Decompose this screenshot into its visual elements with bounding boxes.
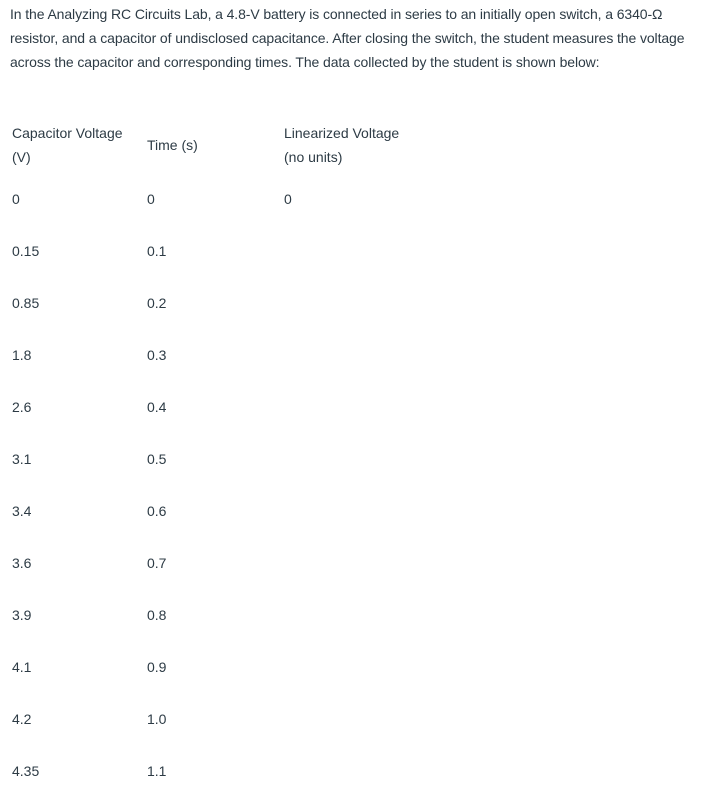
table-row	[4, 277, 452, 329]
time-cell: 0.1	[147, 243, 167, 259]
capacitor-voltage-cell: 4.35	[12, 763, 40, 779]
linearized-voltage-cell	[276, 693, 452, 745]
capacitor-voltage-cell: 3.4	[12, 503, 32, 519]
table-row	[4, 329, 452, 381]
header-text: (no units)	[284, 149, 343, 165]
capacitor-voltage-cell: 4.1	[12, 659, 32, 675]
capacitor-voltage-cell: 4.2	[12, 711, 32, 727]
time-cell: 0.2	[147, 295, 167, 311]
header-text: Linearized Voltage	[284, 125, 400, 141]
linearized-voltage-cell	[276, 225, 452, 277]
time-cell: 0.4	[147, 399, 167, 415]
linearized-voltage-cell	[276, 277, 452, 329]
linearized-voltage-cell	[276, 433, 452, 485]
table-row	[4, 485, 452, 537]
table-header-row	[4, 117, 452, 173]
linearized-voltage-cell	[276, 745, 452, 797]
capacitor-voltage-cell: 0.15	[12, 243, 40, 259]
header-text: Capacitor Voltage	[12, 125, 123, 141]
header-linearized-voltage	[276, 117, 452, 173]
problem-statement: In the Analyzing RC Circuits Lab, a 4.8-V battery is connected in series to an initially open switch, a 6340-Ω resistor, and a capacitor of undisclosed capacitance. After closing the switch, the student measures the voltage across the capacitor and corresponding times. The data collected by the student is shown below:	[10, 6, 685, 70]
linearized-voltage-cell	[276, 537, 452, 589]
table-row	[4, 173, 452, 225]
linearized-voltage-cell	[276, 329, 452, 381]
capacitor-voltage-cell: 0	[12, 191, 20, 207]
time-cell: 1.1	[147, 763, 167, 779]
linearized-voltage-cell: 0	[284, 191, 292, 207]
header-text: (V)	[12, 149, 31, 165]
table-row	[4, 641, 452, 693]
data-table	[4, 117, 452, 797]
table-row	[4, 381, 452, 433]
time-cell: 0.9	[147, 659, 167, 675]
time-cell: 0.7	[147, 555, 167, 571]
header-time: Time (s)	[147, 137, 198, 153]
capacitor-voltage-cell: 3.6	[12, 555, 32, 571]
capacitor-voltage-cell: 2.6	[12, 399, 32, 415]
table-row	[4, 693, 452, 745]
capacitor-voltage-cell: 3.1	[12, 451, 32, 467]
linearized-voltage-cell	[276, 589, 452, 641]
table-row	[4, 433, 452, 485]
table-row	[4, 745, 452, 797]
capacitor-voltage-cell: 1.8	[12, 347, 32, 363]
header-capacitor-voltage	[4, 117, 139, 173]
table-row	[4, 225, 452, 277]
time-cell: 0	[147, 191, 155, 207]
capacitor-voltage-cell: 0.85	[12, 295, 40, 311]
linearized-voltage-cell	[276, 485, 452, 537]
linearized-voltage-cell	[276, 381, 452, 433]
capacitor-voltage-cell: 3.9	[12, 607, 32, 623]
time-cell: 0.5	[147, 451, 167, 467]
time-cell: 0.3	[147, 347, 167, 363]
table-row	[4, 589, 452, 641]
time-cell: 1.0	[147, 711, 167, 727]
linearized-voltage-cell	[276, 641, 452, 693]
time-cell: 0.8	[147, 607, 167, 623]
table-row	[4, 537, 452, 589]
time-cell: 0.6	[147, 503, 167, 519]
